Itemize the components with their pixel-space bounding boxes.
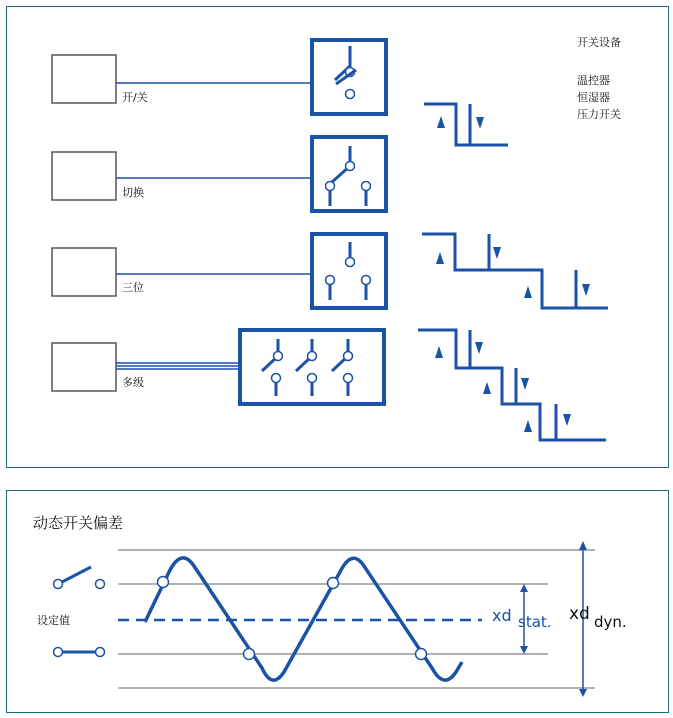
hysteresis-graph-three-position bbox=[422, 234, 608, 308]
xd-dyn-sub: dyn. bbox=[594, 613, 627, 631]
device-item-humidistat: 恒湿器 bbox=[577, 91, 610, 104]
row-three-position bbox=[52, 234, 386, 308]
controller-box-1 bbox=[52, 55, 116, 103]
row-changeover bbox=[52, 137, 386, 211]
controller-box-3 bbox=[52, 248, 116, 296]
xd-stat-sub: stat. bbox=[518, 613, 552, 631]
controller-box-4 bbox=[52, 343, 116, 391]
xd-stat-main: xd bbox=[492, 606, 512, 625]
devices-heading: 开关设备 bbox=[577, 36, 621, 49]
setpoint-label: 设定值 bbox=[37, 614, 70, 627]
hysteresis-graph-on-off bbox=[424, 104, 508, 145]
hysteresis-graph-multi-stage bbox=[418, 330, 606, 440]
row-label-multi-stage: 多级 bbox=[122, 376, 144, 389]
row-multi-stage bbox=[52, 330, 384, 404]
row-label-three-position: 三位 bbox=[122, 281, 144, 294]
row-label-on-off: 开/关 bbox=[122, 91, 148, 104]
bottom-panel-title: 动态开关偏差 bbox=[33, 514, 124, 532]
controller-box-2 bbox=[52, 152, 116, 200]
device-item-thermostat: 温控器 bbox=[577, 74, 610, 87]
device-item-pressure-switch: 压力开关 bbox=[577, 108, 621, 121]
row-on-off bbox=[52, 40, 386, 114]
row-label-changeover: 切换 bbox=[122, 186, 144, 199]
xd-dyn-main: xd bbox=[569, 604, 590, 624]
